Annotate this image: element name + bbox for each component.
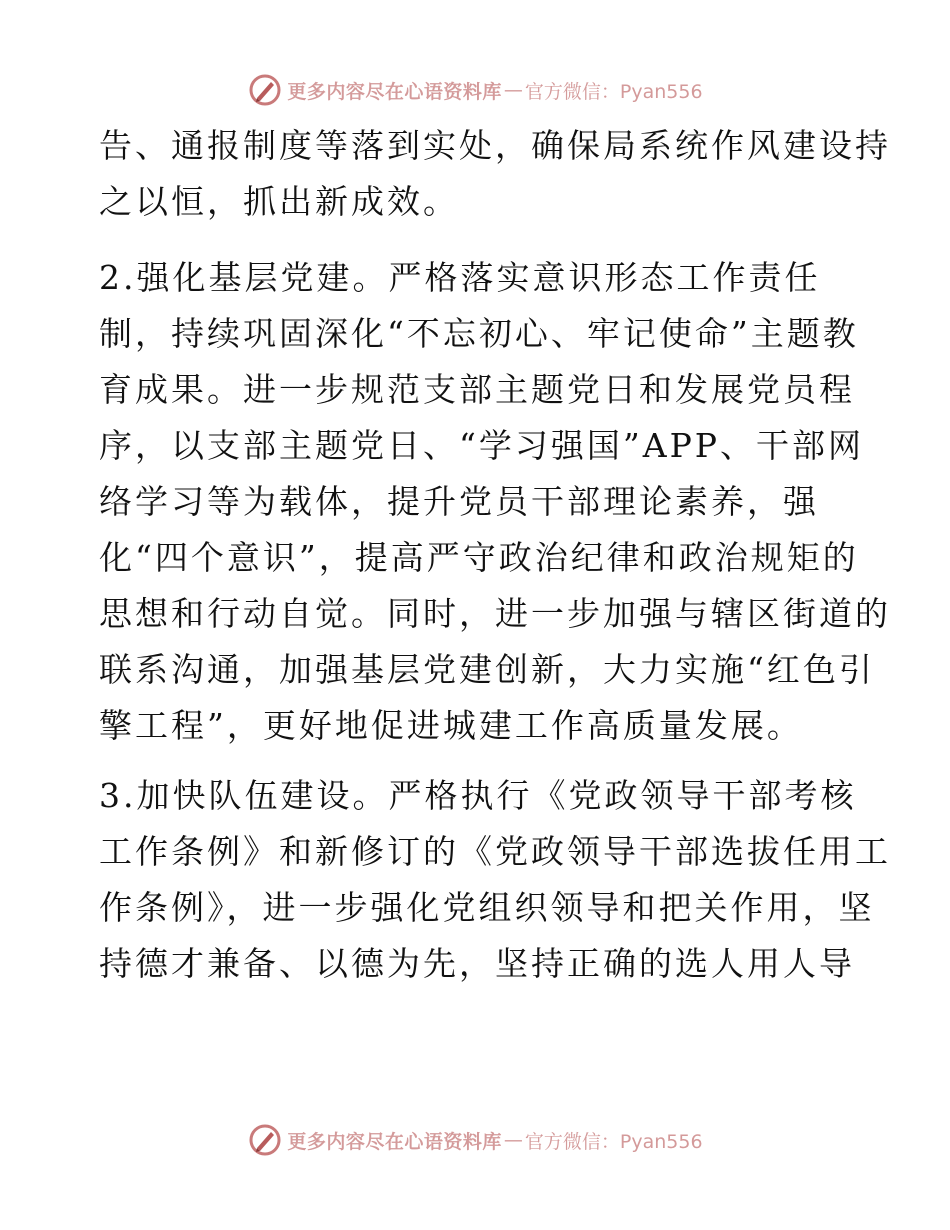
- text-line: 络学习等为载体，提升党员干部理论素养，强: [99, 482, 819, 521]
- text-line: 作条例》，进一步强化党组织领导和把关作用，坚: [99, 888, 875, 927]
- text-line: 工作条例》和新修订的《党政领导干部选拔任用工: [99, 832, 891, 871]
- watermark-brand-text: 更多内容尽在心语资料库: [287, 80, 502, 103]
- paragraph-item-2: [99, 250, 891, 754]
- pen-circle-logo-icon: [247, 1122, 283, 1158]
- watermark-contact-text: 官方微信：Pyan556: [524, 1130, 703, 1153]
- text-line: 擎工程”，更好地促进城建工作高质量发展。: [99, 706, 803, 745]
- watermark-dash: —: [503, 1129, 523, 1151]
- text-line: 告、通报制度等落到实处，确保局系统作风建设持: [99, 126, 891, 165]
- paragraph-continuation: [99, 118, 891, 230]
- watermark-dash: —: [503, 79, 523, 101]
- text-line: 思想和行动自觉。同时，进一步加强与辖区街道的: [99, 594, 891, 633]
- text-line: 2.强化基层党建。严格落实意识形态工作责任: [99, 258, 821, 297]
- pen-circle-logo-icon: [247, 72, 283, 108]
- footer-watermark: [0, 1120, 950, 1160]
- watermark-contact-text: 官方微信：Pyan556: [524, 80, 703, 103]
- paragraph-item-3: [99, 768, 891, 992]
- text-line: 序，以支部主题党日、“学习强国”APP、干部网: [99, 426, 864, 465]
- text-line: 持德才兼备、以德为先，坚持正确的选人用人导: [99, 944, 855, 983]
- text-line: 联系沟通，加强基层党建创新，大力实施“红色引: [99, 650, 875, 689]
- document-body: [99, 118, 891, 992]
- text-line: 制，持续巩固深化“不忘初心、牢记使命”主题教: [99, 314, 859, 353]
- watermark-brand-text: 更多内容尽在心语资料库: [287, 1130, 502, 1153]
- text-line: 化“四个意识”，提高严守政治纪律和政治规矩的: [99, 538, 859, 577]
- text-line: 3.加快队伍建设。严格执行《党政领导干部考核: [99, 776, 857, 815]
- header-watermark: [0, 70, 950, 110]
- text-line: 育成果。进一步规范支部主题党日和发展党员程: [99, 370, 855, 409]
- text-line: 之以恒，抓出新成效。: [99, 182, 459, 221]
